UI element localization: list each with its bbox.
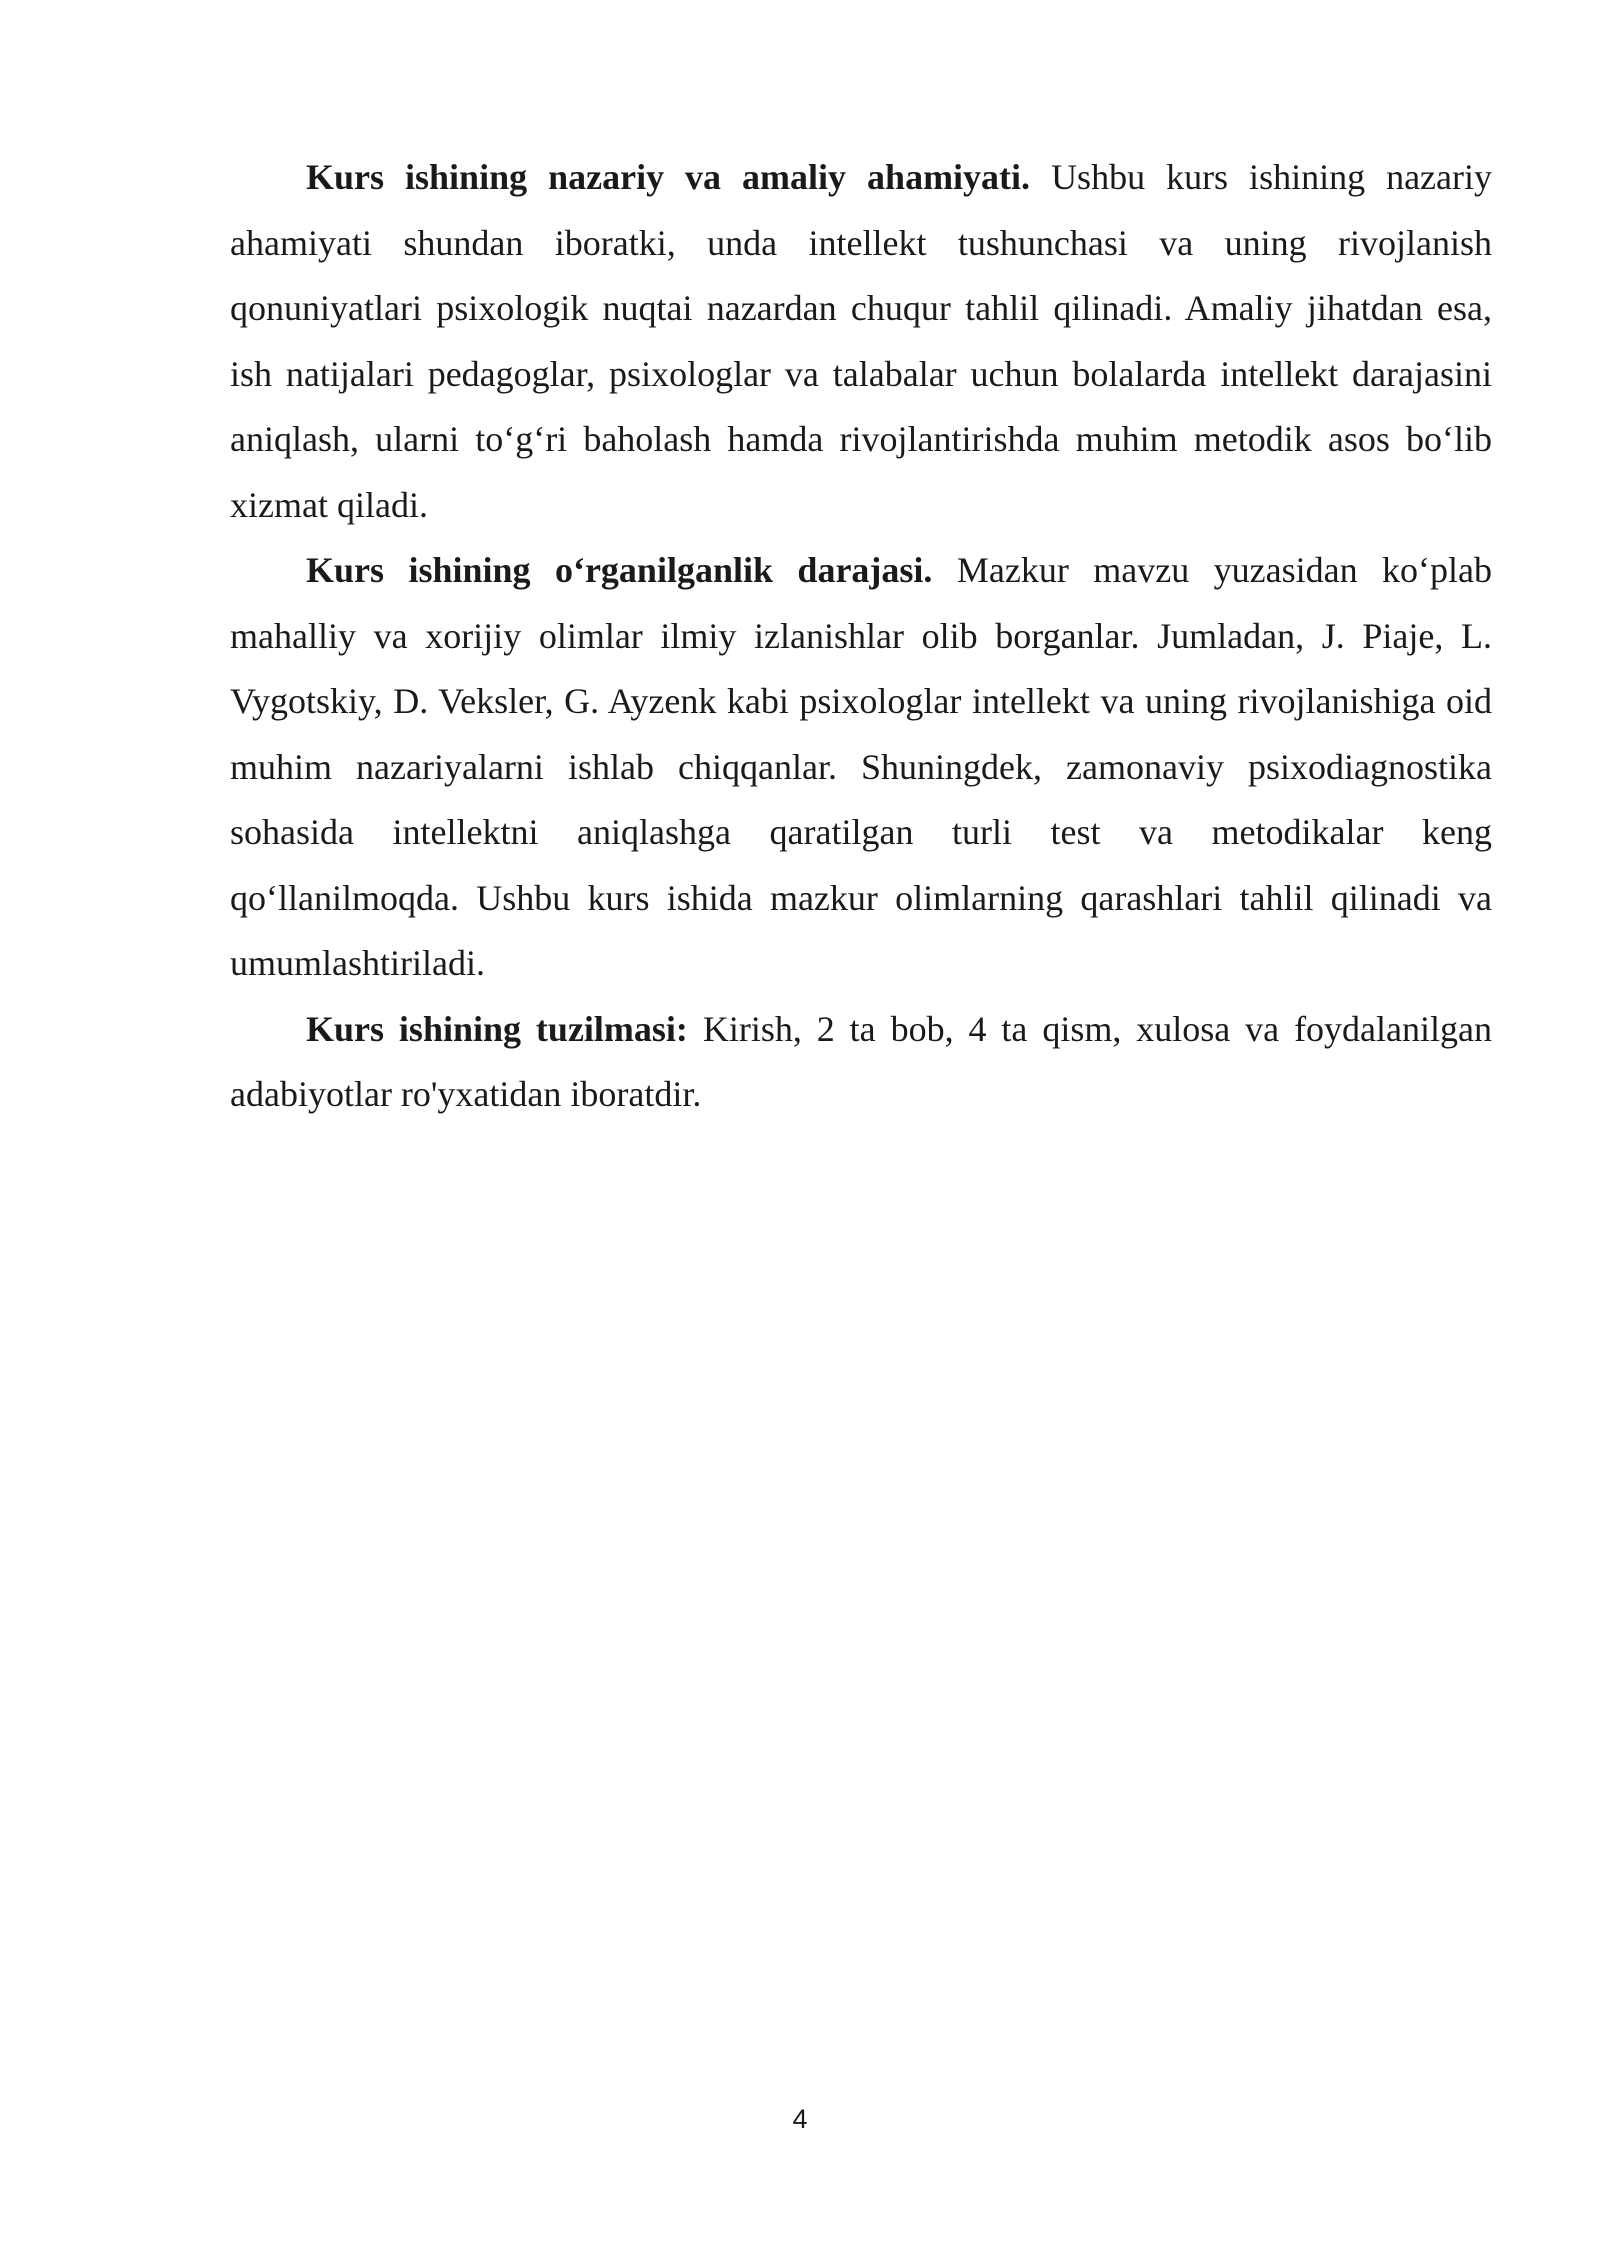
paragraph-heading: Kurs ishining o‘rganilganlik darajasi. — [306, 550, 933, 590]
paragraph-heading: Kurs ishining tuzilmasi: — [306, 1008, 688, 1049]
paragraph-research-level — [230, 538, 1492, 997]
paragraph-significance — [230, 145, 1492, 538]
page-body — [230, 145, 1492, 1128]
page-number: 4 — [792, 2104, 808, 2134]
paragraph-text: Kirish, 2 ta bob, 4 ta qism, xulosa va foydalanilgan adabiyotlar ro'yxatidan iboratdir. — [230, 1008, 1493, 1114]
paragraph-structure — [230, 997, 1492, 1128]
paragraph-heading: Kurs ishining nazariy va amaliy ahamiyati. — [306, 157, 1031, 197]
paragraph-text: Ushbu kurs ishining nazariy ahamiyati shundan iboratki, unda intellekt tushunchasi va uning rivojlanish qonuniyatlari psixologik nuqtai nazardan chuqur tahlil qilinadi. Amaliy jihatdan esa, ish natijalari pedagoglar, psixologlar va talabalar uchun bolalarda intellekt darajasini aniqlash, ularni to‘g‘ri baholash hamda rivojlantirishda muhim metodik asos bo‘lib xizmat qiladi. — [230, 157, 1492, 525]
paragraph-text: Mazkur mavzu yuzasidan ko‘plab mahalliy va xorijiy olimlar ilmiy izlanishlar olib borganlar. Jumladan, J. Piaje, L. Vygotskiy, D. Veksler, G. Ayzenk kabi psixologlar intellekt va uning rivojlanishiga oid muhim nazariyalarni ishlab chiqqanlar. Shuningdek, zamonaviy psixodiagnostika sohasida intellektni aniqlashga qaratilgan turli test va metodikalar keng qo‘llanilmoqda. Ushbu kurs ishida mazkur olimlarning qarashlari tahlil qilinadi va umumlashtiriladi. — [230, 550, 1492, 983]
